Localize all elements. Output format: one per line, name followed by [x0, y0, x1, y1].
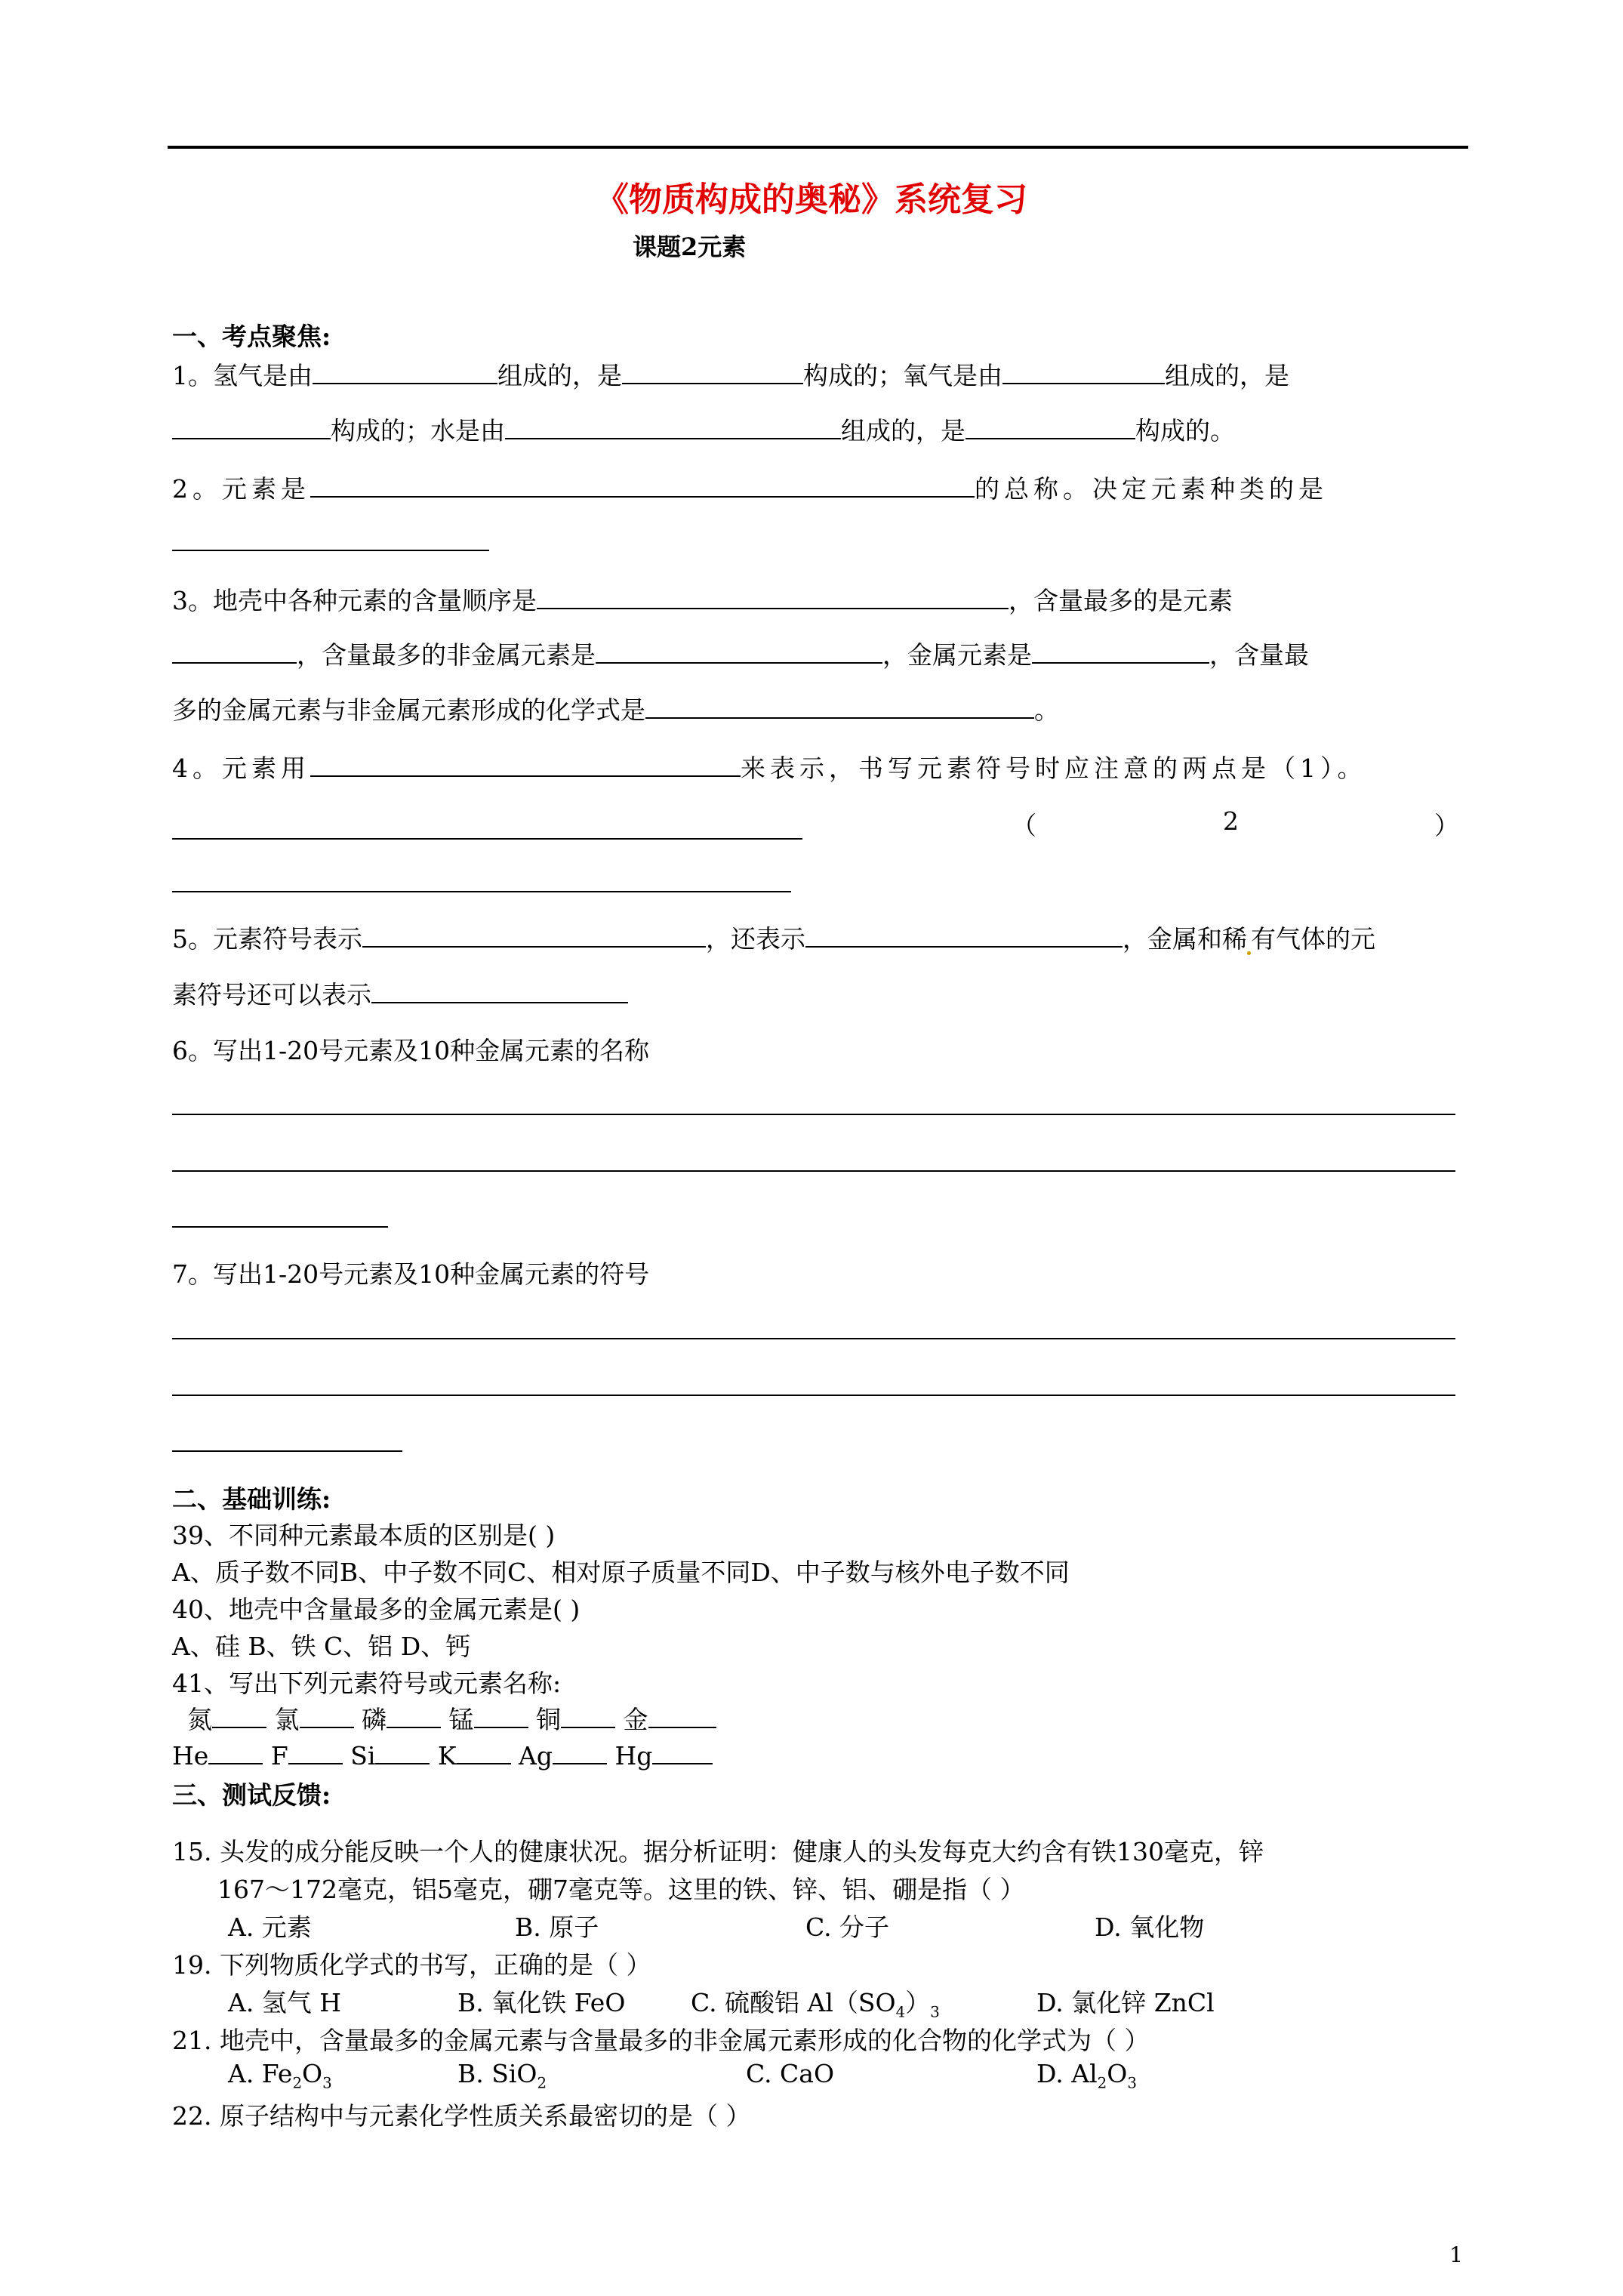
q21-question: 21. 地壳中，含量最多的金属元素与含量最多的非金属元素形成的化合物的化学式为（ ） [172, 2026, 1150, 2055]
element-symbol: Hg [614, 1741, 653, 1771]
element-name: 磷 [362, 1705, 387, 1734]
q1-text-c: 构成的；氧气是由 [803, 361, 1002, 390]
answer-blank[interactable] [1032, 637, 1209, 664]
q7-answer-line-1[interactable] [172, 1338, 1455, 1339]
q21-option-a[interactable] [228, 2059, 332, 2092]
element-symbol: Ag [519, 1741, 553, 1771]
q3-text-d: ，金属元素是 [882, 640, 1032, 670]
section-3-heading: 三、测试反馈: [172, 1780, 331, 1810]
q4-answer-line-2[interactable] [172, 891, 791, 892]
header-rule [168, 146, 1468, 149]
subscript: 3 [322, 2074, 332, 2092]
q19-option-c[interactable] [691, 1983, 940, 2021]
answer-blank[interactable] [645, 692, 1034, 719]
page-number: 1 [1449, 2242, 1463, 2267]
q21-option-d[interactable] [1036, 2059, 1137, 2092]
q1-line-2 [172, 411, 1235, 447]
q5-text-d: 有气体的元 [1251, 924, 1375, 954]
q40-question: 40、地壳中含量最多的金属元素是( ) [172, 1595, 581, 1624]
element-symbol: K [437, 1741, 457, 1771]
q4-text-b: 来表示，书写元素符号时应注意的两点是（1）。 [741, 754, 1367, 783]
q1-text-d: 组成的，是 [1165, 361, 1289, 390]
q1-text-g: 构成的。 [1135, 416, 1235, 445]
q3-text-c: ，含量最多的非金属元素是 [297, 640, 596, 670]
subscript: 4 [895, 2003, 906, 2021]
q19-option-d[interactable]: D. 氯化锌 ZnCl [1036, 1988, 1215, 2017]
element-names-row [187, 1700, 716, 1736]
q4-paren-close: ） [1434, 811, 1459, 840]
answer-blank[interactable] [553, 1738, 607, 1764]
q6-prompt: 6。写出1-20号元素及10种金属元素的名称 [172, 1036, 650, 1065]
q15-option-a[interactable]: A. 元素 [228, 1912, 312, 1942]
q19-option-b[interactable]: B. 氧化铁 FeO [457, 1988, 626, 2017]
q21-option-text: B. SiO [457, 2059, 537, 2088]
q3-text-g: 。 [1034, 695, 1059, 725]
answer-blank[interactable] [652, 1738, 713, 1764]
element-symbol: Si [350, 1741, 376, 1771]
q5-text-b: ，还表示 [706, 924, 805, 954]
q1-text-a: 1。氢气是由 [172, 361, 313, 390]
answer-blank[interactable] [805, 921, 1123, 948]
q3-text-e: ，含量最 [1209, 640, 1309, 670]
q15-option-d[interactable]: D. 氧化物 [1095, 1912, 1205, 1942]
answer-blank[interactable] [1002, 358, 1165, 384]
q3-line-2 [172, 636, 1309, 671]
subscript: 2 [1097, 2074, 1107, 2092]
answer-blank[interactable] [300, 1702, 354, 1728]
q19-option-c-text: C. 硫酸铝 Al（SO [691, 1988, 896, 2017]
q1-text-e: 构成的；水是由 [331, 416, 505, 445]
q7-answer-line-3[interactable] [172, 1450, 402, 1452]
q21-option-text: O [302, 2059, 323, 2088]
q1-text-f: 组成的，是 [841, 416, 965, 445]
q39-options: A、质子数不同B、中子数不同C、相对原子质量不同D、中子数与核外电子数不同 [172, 1558, 1070, 1587]
q41-question: 41、写出下列元素符号或元素名称: [172, 1669, 562, 1698]
answer-blank[interactable] [310, 471, 975, 498]
q5-text-c: ，金属和稀 [1123, 924, 1247, 954]
q5-text-e: 素符号还可以表示 [172, 980, 371, 1009]
q3-line-1 [172, 581, 1233, 617]
q3-text-a: 3。地壳中各种元素的含量顺序是 [172, 586, 537, 615]
subscript: 2 [292, 2074, 303, 2092]
element-name: 锰 [448, 1705, 474, 1734]
q21-option-text: A. Fe [228, 2059, 293, 2088]
page-title: 《物质构成的奥秘》系统复习 [596, 180, 1027, 219]
q2-text-a: 2。元素是 [172, 474, 310, 504]
answer-blank[interactable] [362, 921, 706, 948]
element-symbol: He [172, 1741, 209, 1771]
answer-blank[interactable] [505, 413, 841, 439]
answer-blank[interactable] [375, 1738, 430, 1764]
answer-blank[interactable] [965, 413, 1135, 439]
q22-question: 22. 原子结构中与元素化学性质关系最密切的是（ ） [172, 2101, 751, 2131]
q4-paren-open: （ [1012, 811, 1036, 840]
page-subtitle: 课题2元素 [633, 233, 747, 261]
answer-blank[interactable] [371, 977, 628, 1003]
answer-blank[interactable] [622, 358, 803, 384]
element-symbols-row [172, 1738, 713, 1771]
subscript: 3 [930, 2003, 940, 2021]
q40-options: A、硅 B、铁 C、铝 D、钙 [172, 1632, 471, 1661]
q5-line-1 [172, 920, 1375, 955]
q1-line-1 [172, 356, 1289, 392]
answer-blank[interactable] [288, 1738, 343, 1764]
section-1-heading: 一、考点聚焦: [172, 322, 331, 351]
answer-blank[interactable] [474, 1702, 528, 1728]
q2-answer-line[interactable] [172, 550, 489, 551]
answer-blank[interactable] [561, 1702, 615, 1728]
q3-text-f: 多的金属元素与非金属元素形成的化学式是 [172, 695, 645, 725]
answer-blank[interactable] [172, 413, 331, 439]
section-2-heading: 二、基础训练: [172, 1484, 331, 1514]
q15-option-c[interactable]: C. 分子 [805, 1912, 890, 1942]
q3-text-b: ，含量最多的是元素 [1009, 586, 1233, 615]
q2-text-b: 的总称。决定元素种类的是 [975, 474, 1328, 504]
answer-blank[interactable] [212, 1702, 266, 1728]
q21-option-text: D. Al [1036, 2059, 1098, 2088]
q5-text-a: 5。元素符号表示 [172, 924, 362, 954]
answer-blank[interactable] [537, 583, 1009, 609]
element-name: 氯 [274, 1705, 300, 1734]
element-symbol: F [270, 1741, 288, 1771]
subscript: 3 [1127, 2074, 1137, 2092]
answer-blank[interactable] [172, 637, 297, 664]
q3-line-3 [172, 691, 1059, 726]
q2-line-1 [172, 470, 1328, 505]
q21-option-c[interactable]: C. CaO [746, 2059, 835, 2088]
answer-blank[interactable] [310, 750, 741, 777]
q39-question: 39、不同种元素最本质的区别是( ) [172, 1521, 556, 1550]
q15-question-line-2: 167～172毫克，铝5毫克，硼7毫克等。这里的铁、锌、铝、硼是指（ ） [217, 1875, 1025, 1904]
q19-question: 19. 下列物质化学式的书写，正确的是（ ） [172, 1950, 651, 1980]
q4-text-a: 4。元素用 [172, 754, 310, 783]
q7-prompt: 7。写出1-20号元素及10种金属元素的符号 [172, 1259, 650, 1289]
q4-number-2: 2 [1223, 806, 1239, 836]
subscript: 2 [537, 2074, 547, 2092]
q21-option-text: O [1107, 2059, 1128, 2088]
q7-answer-line-2[interactable] [172, 1395, 1455, 1396]
q15-question-line-1: 15. 头发的成分能反映一个人的健康状况。据分析证明：健康人的头发每克大约含有铁130毫克，锌 [172, 1837, 1264, 1866]
element-name: 金 [623, 1705, 648, 1734]
q5-line-2 [172, 975, 628, 1011]
q15-option-b[interactable]: B. 原子 [515, 1912, 599, 1942]
q4-line-1 [172, 749, 1367, 784]
q6-answer-line-1[interactable] [172, 1114, 1455, 1115]
element-name: 铜 [536, 1705, 561, 1734]
q1-text-b: 组成的，是 [497, 361, 622, 390]
answer-blank[interactable] [208, 1738, 263, 1764]
q6-answer-line-2[interactable] [172, 1170, 1455, 1172]
answer-blank[interactable] [387, 1702, 441, 1728]
answer-blank[interactable] [648, 1702, 716, 1728]
element-name: 氮 [187, 1705, 212, 1734]
answer-blank[interactable] [457, 1738, 511, 1764]
q6-answer-line-3[interactable] [172, 1226, 388, 1228]
answer-blank[interactable] [313, 358, 497, 384]
q19-option-c-text: ） [905, 1988, 931, 2017]
q19-option-a[interactable]: A. 氢气 H [228, 1988, 342, 2017]
answer-blank[interactable] [596, 637, 882, 664]
q21-option-b[interactable] [457, 2059, 547, 2092]
q4-answer-line-1[interactable] [172, 838, 802, 840]
